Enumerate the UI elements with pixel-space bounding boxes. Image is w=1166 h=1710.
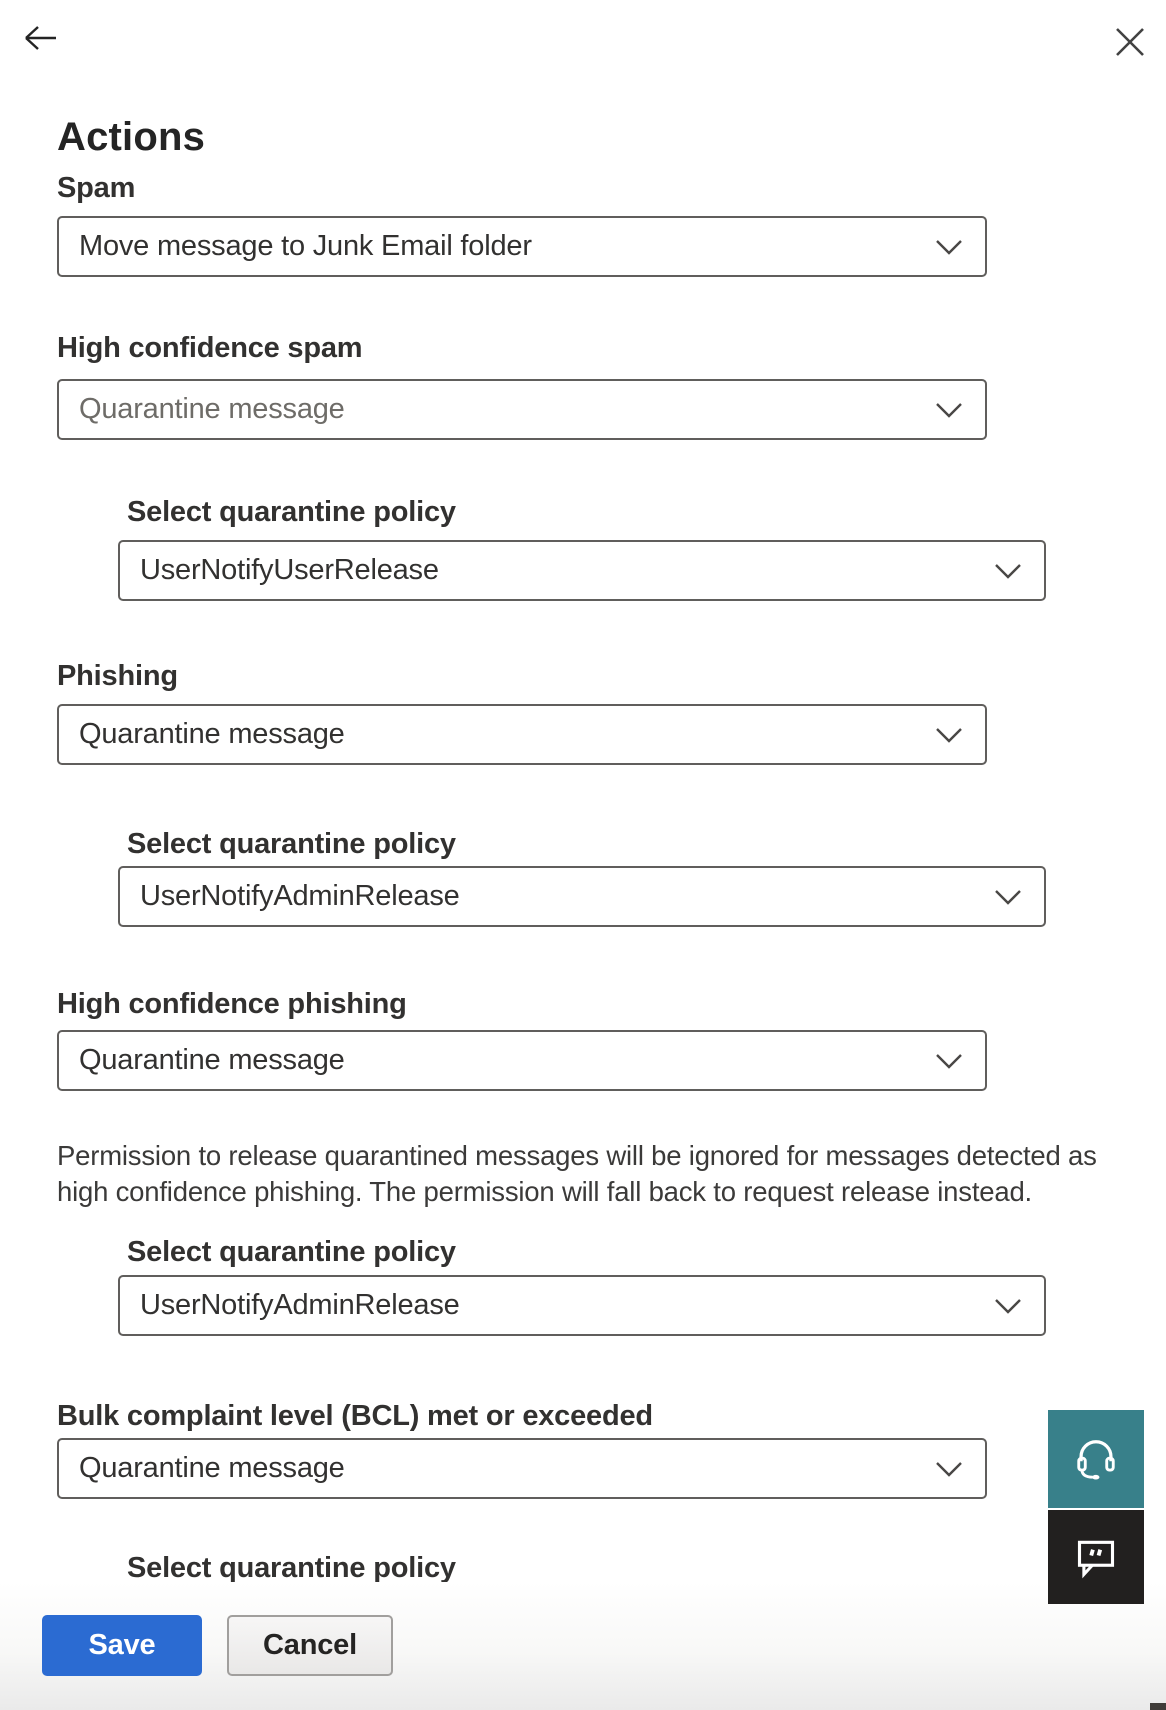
footer-bar — [0, 1582, 1166, 1710]
high-confidence-phishing-value: Quarantine message — [79, 1044, 345, 1076]
phishing-quarantine-policy-dropdown[interactable] — [118, 866, 1046, 927]
chevron-down-icon — [994, 889, 1022, 905]
phishing-quarantine-policy-value: UserNotifyAdminRelease — [140, 880, 460, 912]
headset-icon — [1073, 1435, 1119, 1483]
high-confidence-phishing-label: High confidence phishing — [57, 988, 407, 1020]
spam-action-dropdown[interactable] — [57, 216, 987, 277]
arrow-left-icon — [22, 23, 58, 53]
hcp-permission-note-line-1: Permission to release quarantined messages will be ignored for messages detected as — [57, 1140, 1097, 1171]
chevron-down-icon — [994, 563, 1022, 579]
high-confidence-spam-label: High confidence spam — [57, 332, 363, 364]
chevron-down-icon — [994, 1298, 1022, 1314]
phishing-label: Phishing — [57, 660, 178, 692]
save-button[interactable] — [42, 1615, 202, 1676]
save-button-label: Save — [88, 1629, 156, 1661]
chevron-down-icon — [935, 1053, 963, 1069]
chevron-down-icon — [935, 239, 963, 255]
bcl-label: Bulk complaint level (BCL) met or exceeded — [57, 1400, 653, 1432]
hcp-quarantine-policy-label: Select quarantine policy — [127, 1236, 456, 1268]
chat-bubble-icon — [1074, 1535, 1118, 1579]
corner-artifact — [1150, 1703, 1166, 1710]
phishing-quarantine-policy-label: Select quarantine policy — [127, 828, 456, 860]
phishing-action-dropdown[interactable] — [57, 704, 987, 765]
spam-label: Spam — [57, 172, 136, 204]
bcl-action-value: Quarantine message — [79, 1452, 345, 1484]
high-confidence-spam-value: Quarantine message — [79, 393, 345, 425]
hcs-quarantine-policy-label: Select quarantine policy — [127, 496, 456, 528]
page-title: Actions — [57, 114, 206, 159]
bcl-action-dropdown[interactable] — [57, 1438, 987, 1499]
chevron-down-icon — [935, 727, 963, 743]
close-icon — [1114, 26, 1146, 58]
back-button[interactable] — [20, 18, 60, 58]
spam-action-value: Move message to Junk Email folder — [79, 230, 532, 262]
hcs-quarantine-policy-dropdown[interactable] — [118, 540, 1046, 601]
cancel-button[interactable] — [227, 1615, 393, 1676]
cancel-button-label: Cancel — [263, 1629, 357, 1661]
hcp-quarantine-policy-dropdown[interactable] — [118, 1275, 1046, 1336]
help-button[interactable] — [1048, 1410, 1144, 1508]
bcl-quarantine-policy-label: Select quarantine policy — [127, 1552, 456, 1582]
hcs-quarantine-policy-value: UserNotifyUserRelease — [140, 554, 439, 586]
chevron-down-icon — [935, 1461, 963, 1477]
hcp-permission-note-line-2: high confidence phishing. The permission will fall back to request release instead. — [57, 1176, 1032, 1207]
high-confidence-phishing-dropdown[interactable] — [57, 1030, 987, 1091]
high-confidence-spam-dropdown[interactable] — [57, 379, 987, 440]
feedback-button[interactable] — [1048, 1510, 1144, 1604]
scroll-clipped-row — [0, 1552, 1166, 1582]
hcp-quarantine-policy-value: UserNotifyAdminRelease — [140, 1289, 460, 1321]
close-button[interactable] — [1110, 22, 1150, 62]
phishing-action-value: Quarantine message — [79, 718, 345, 750]
chevron-down-icon — [935, 402, 963, 418]
